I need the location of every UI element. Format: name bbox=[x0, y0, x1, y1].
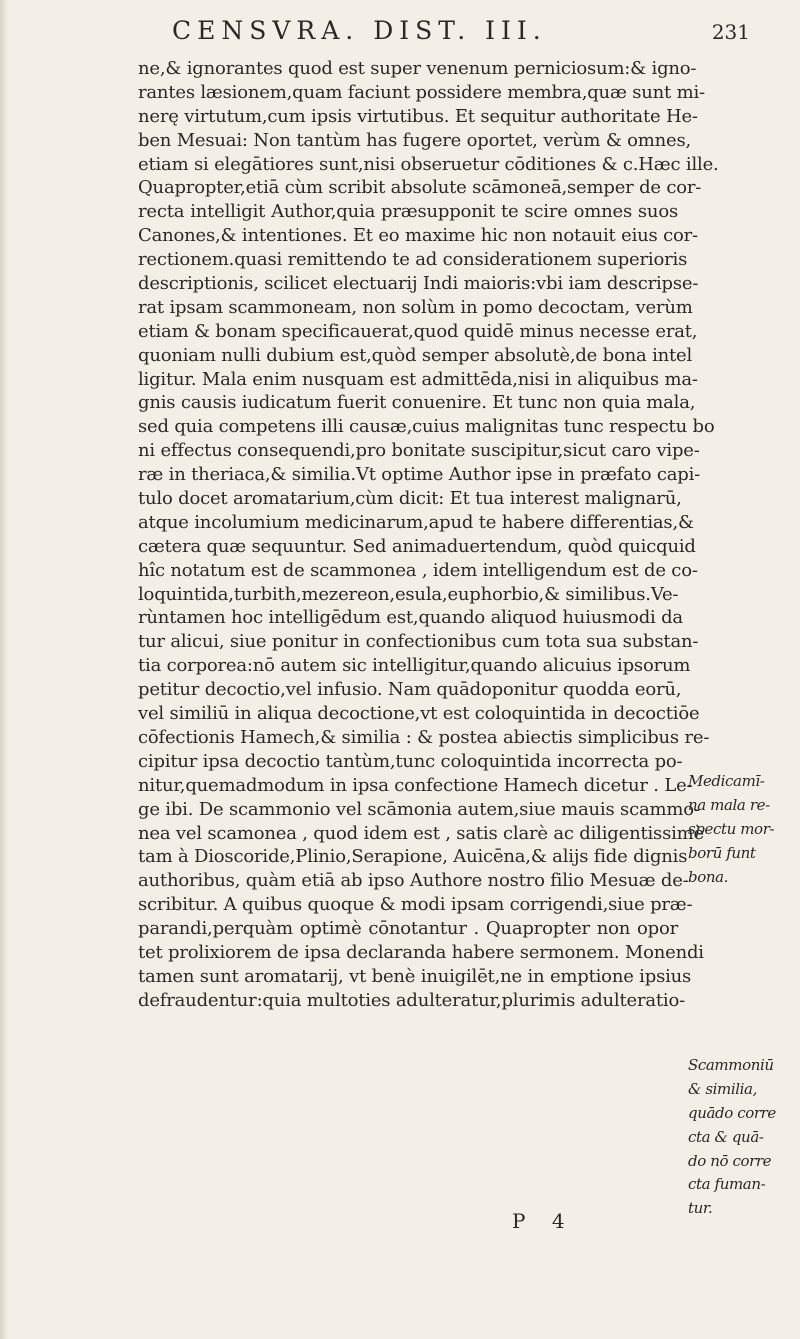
text-line: nea vel scamonea , quod idem est , satis clarè ac diligentissimè bbox=[138, 822, 705, 844]
page-number: 231 bbox=[711, 20, 750, 44]
marginal-note-medicaments bbox=[688, 770, 800, 889]
text-line: tet prolixiorem de ipsa declaranda habere sermonem. Monendi bbox=[138, 941, 704, 963]
text-line: tam à Dioscoride,Plinio,Serapione, Auicēna,& alijs fide dignis bbox=[138, 846, 688, 868]
main-text bbox=[138, 57, 719, 1013]
marginal-note-line: Scammoniū bbox=[688, 1056, 774, 1074]
text-line: defraudentur:quia multoties adulteratur,plurimis adulteratio- bbox=[138, 989, 685, 1011]
text-line: tur alicui, siue ponitur in confectionibus cum tota sua substan- bbox=[138, 631, 699, 653]
text-line: vel similiū in aliqua decoctione,vt est coloquintida in decoctiōe bbox=[138, 703, 700, 725]
text-line: cōfectionis Hamech,& similia : & postea abiectis simplicibus re- bbox=[138, 726, 710, 748]
text-line: rùntamen hoc intelligēdum est,quando aliquod huiusmodi da bbox=[138, 607, 683, 629]
running-head: CENSVRA. DIST. III. bbox=[172, 16, 547, 45]
signature-mark: P 4 bbox=[512, 1209, 575, 1233]
text-line: etiam & bonam specificauerat,quod quidē minus necesse erat, bbox=[138, 320, 698, 342]
page-header bbox=[150, 14, 750, 50]
marginal-note-line: tur. bbox=[688, 1199, 713, 1218]
marginal-note-line: & similia, bbox=[688, 1079, 757, 1098]
text-line: descriptionis, scilicet electuarij Indi maioris:vbi iam descripse- bbox=[138, 273, 699, 295]
page-gutter bbox=[0, 0, 8, 1339]
marginal-note-line: spectu mor- bbox=[688, 819, 775, 838]
marginal-note-line: quādo corre bbox=[688, 1103, 776, 1122]
text-line: quoniam nulli dubium est,quòd semper absolutè,de bona intel bbox=[138, 344, 693, 366]
text-line: ni effectus consequendi,pro bonitate suscipitur,sicut caro vipe- bbox=[138, 440, 700, 462]
marginal-note-line: Medicamī- bbox=[688, 772, 765, 790]
text-line: ben Mesuai: Non tantùm has fugere oportet, verùm & omnes, bbox=[138, 129, 692, 151]
marginal-note-line: na mala re- bbox=[688, 795, 770, 814]
marginal-note-line: cta & quā- bbox=[688, 1127, 764, 1146]
text-line: tulo docet aromatarium,cùm dicit: Et tua interest malignarū, bbox=[138, 488, 682, 510]
text-line: ræ in theriaca,& similia.Vt optime Author ipse in præfato capi- bbox=[138, 464, 701, 486]
text-line: rantes læsionem,quam faciunt possidere membra,quæ sunt mi- bbox=[138, 81, 705, 103]
text-line: authoribus, quàm etiā ab ipso Authore nostro filio Mesuæ de- bbox=[138, 870, 689, 892]
text-line: ligitur. Mala enim nusquam est admittēda,nisi in aliquibus ma- bbox=[138, 368, 698, 390]
text-line: gnis causis iudicatum fuerit conuenire. Et tunc non quia mala, bbox=[138, 392, 696, 414]
text-line: petitur decoctio,vel infusio. Nam quādoponitur quodda eorū, bbox=[138, 679, 682, 701]
text-line: rat ipsam scammoneam, non solùm in pomo decoctam, verùm bbox=[138, 296, 693, 318]
marginal-note-line: cta fuman- bbox=[688, 1175, 766, 1194]
text-line: hîc notatum est de scammonea , idem intelligendum est de co- bbox=[138, 559, 698, 581]
text-line: Quapropter,etiā cùm scribit absolute scāmoneā,semper de cor- bbox=[138, 177, 702, 199]
text-line: scribitur. A quibus quoque & modi ipsam corrigendi,siue præ- bbox=[138, 894, 693, 916]
marginal-note-line: do nō corre bbox=[688, 1151, 772, 1170]
text-line: Canones,& intentiones. Et eo maxime hic non notauit eius cor- bbox=[138, 225, 698, 247]
text-line: sed quia competens illi causæ,cuius malignitas tunc respectu bo bbox=[138, 416, 715, 438]
text-line: rectionem.quasi remittendo te ad considerationem superioris bbox=[138, 249, 688, 271]
text-line: etiam si elegātiores sunt,nisi obseruetur cōditiones & c.Hæc ille. bbox=[138, 153, 719, 175]
text-line: loquintida,turbith,mezereon,esula,euphorbio,& similibus.Ve- bbox=[138, 583, 679, 605]
text-line: nitur,quemadmodum in ipsa confectione Hamech dicetur . Le- bbox=[138, 774, 693, 796]
text-line: cætera quæ sequuntur. Sed animaduertendum, quòd quicquid bbox=[138, 535, 696, 557]
marginal-note-line: borū funt bbox=[688, 843, 756, 862]
text-line: ne,& ignorantes quod est super venenum perniciosum:& igno- bbox=[138, 58, 697, 79]
text-line: atque incolumium medicinarum,apud te habere differentias,& bbox=[138, 511, 694, 533]
text-line: ge ibi. De scammonio vel scāmonia autem,siue mauis scammo- bbox=[138, 798, 700, 820]
text-line: recta intelligit Author,quia præsupponit te scire omnes suos bbox=[138, 201, 678, 223]
text-line: tia corporea:nō autem sic intelligitur,quando alicuius ipsorum bbox=[138, 655, 691, 677]
marginal-note-line: bona. bbox=[688, 867, 729, 886]
text-line: parandi,perquàm optimè cōnotantur . Quapropter non opor bbox=[138, 918, 678, 940]
text-line: cipitur ipsa decoctio tantùm,tunc coloquintida incorrecta po- bbox=[138, 750, 683, 772]
marginal-note-scammony bbox=[688, 1054, 800, 1221]
text-line: nerę virtutum,cum ipsis virtutibus. Et sequitur authoritate He- bbox=[138, 105, 698, 127]
text-line: tamen sunt aromatarij, vt benè inuigilēt,ne in emptione ipsius bbox=[138, 965, 692, 987]
